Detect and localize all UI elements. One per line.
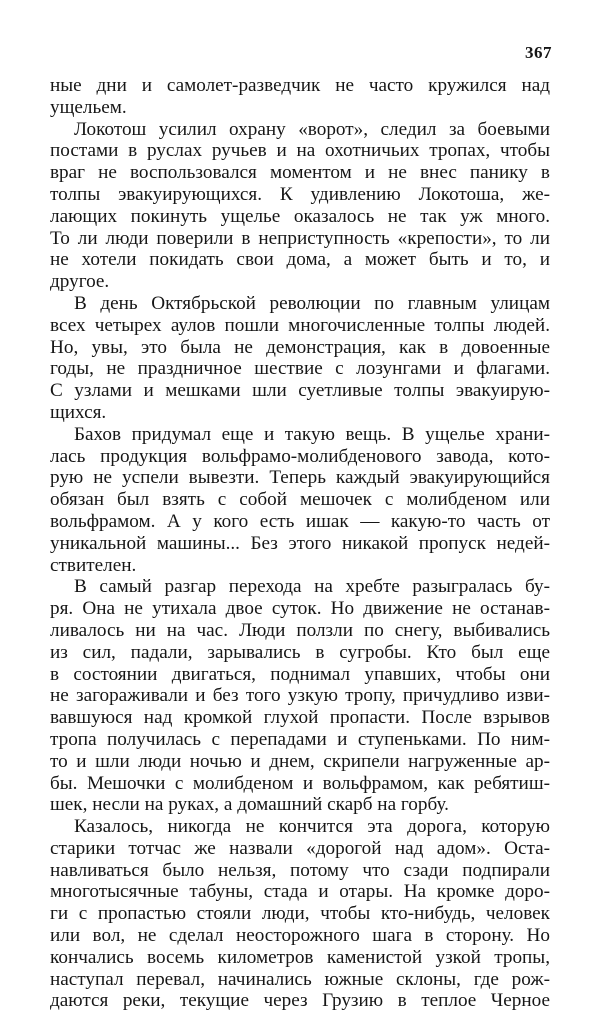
text-line: ствителен. — [50, 554, 137, 576]
text-line: ливалось ни на час. Люди ползли по снегу, выбивались — [50, 619, 550, 641]
text-line: не загораживали и без того узкую тропу, причудливо изви- — [50, 685, 550, 707]
text-line: С узлами и мешками шли суетливые толпы эвакуирую- — [50, 380, 550, 402]
text-line: В день Октябрьской революции по главным улицам — [74, 292, 550, 314]
text-line: другое. — [50, 271, 110, 293]
text-line: из сил, падали, зарывались в сугробы. Кто был еще — [50, 641, 550, 663]
text-line: в состоянии двигаться, поднимал упавших, чтобы они — [50, 663, 550, 685]
text-line: многотысячные табуны, стада и отары. На кромке доро- — [50, 881, 550, 903]
text-line: шек, несли на руках, а домашний скарб на горбу. — [50, 794, 449, 816]
text-line: навливаться было нельзя, потому что сзади подпирали — [50, 859, 550, 881]
text-line: не хотели покидать свои дома, а может быть и то, и — [50, 249, 550, 271]
text-line: Локотош усилил охрану «ворот», следил за боевыми — [74, 118, 550, 140]
text-line: годы, не праздничное шествие с лозунгами и флагами. — [50, 358, 550, 380]
text-line: старики тотчас же назвали «дорогой над адом». Оста- — [50, 837, 550, 859]
text-line: вавшуюся над кромкой глухой пропасти. После взрывов — [50, 707, 550, 729]
text-line: щихся. — [50, 401, 107, 423]
text-line: бы. Мешочки с молибденом и вольфрамом, как ребятиш- — [50, 772, 550, 794]
text-line: кончались восемь километров каменистой узкой тропы, — [50, 946, 550, 968]
text-line: враг не воспользовался моментом и не внес панику в — [50, 162, 550, 184]
text-line: обязан был взять с собой мешочек с молибденом или — [50, 489, 550, 511]
text-line: даются реки, текущие через Грузию в теплое Черное — [50, 990, 550, 1012]
body-text — [50, 75, 550, 1012]
text-line: ные дни и самолет-разведчик не часто кружился над — [50, 75, 550, 96]
text-line: тропа получилась с перепадами и ступеньками. По ним- — [50, 728, 550, 750]
text-line: вольфрамом. А у кого есть ишак — какую-то часть от — [50, 510, 550, 532]
text-line: то и шли люди ночью и днем, скрипели нагруженные ар- — [50, 750, 550, 772]
text-line: постами в руслах ручьев и на охотничьих тропах, чтобы — [50, 140, 550, 162]
text-line: наступал перевал, начинались южные склоны, где рож- — [50, 968, 550, 990]
text-line: всех четырех аулов пошли многочисленные толпы людей. — [50, 314, 550, 336]
page-number: 367 — [525, 43, 552, 62]
text-line: Но, увы, это была не демонстрация, как в довоенные — [50, 336, 550, 358]
text-line: ря. Она не утихала двое суток. Но движение не останав- — [50, 598, 550, 620]
text-line: Казалось, никогда не кончится эта дорога, которую — [74, 816, 550, 838]
text-line: ущельем. — [50, 96, 127, 118]
text-line: лась продукция вольфрамо-молибденового завода, кото- — [50, 445, 550, 467]
text-line: То ли люди поверили в неприступность «крепости», то ли — [50, 227, 550, 249]
text-line: уникальной машины... Без этого никакой пропуск недей- — [50, 532, 550, 554]
text-line: В самый разгар перехода на хребте разыгралась бу- — [74, 576, 550, 598]
text-line: ги с пропастью стояли люди, чтобы кто-нибудь, человек — [50, 903, 550, 925]
text-line: толпы эвакуирующихся. К удивлению Локотоша, же- — [50, 183, 550, 205]
text-line: лающих покинуть ущелье оказалось не так уж много. — [50, 205, 550, 227]
text-line: Бахов придумал еще и такую вещь. В ущелье храни- — [74, 423, 550, 445]
text-line: или вол, не сделал неосторожного шага в сторону. Но — [50, 925, 550, 947]
text-line: рую не успели вывезти. Теперь каждый эвакуирующийся — [50, 467, 550, 489]
